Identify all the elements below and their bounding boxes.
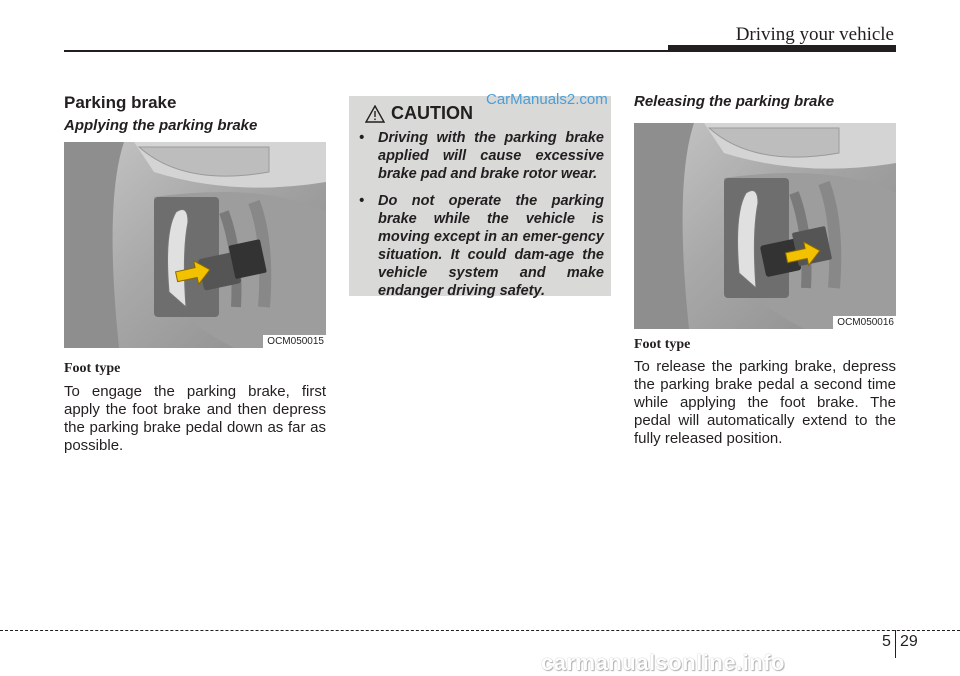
applying-instructions: To engage the parking brake, first apply the foot brake and then depress the parking brake pedal down as far as possible. <box>64 383 326 454</box>
sub-title-applying: Applying the parking brake <box>64 117 258 134</box>
caution-box <box>349 96 611 299</box>
header-rule <box>64 50 670 52</box>
bullet-icon: • <box>359 130 365 146</box>
releasing-instructions: To release the parking brake, depress the parking brake pedal a second time while applying the foot brake. The pedal will automatically extend to the fully released position. <box>634 358 896 447</box>
foot-type-heading: Foot type <box>634 337 691 352</box>
figure-applying-brake <box>64 142 326 348</box>
section-number: 5 <box>882 633 891 650</box>
header-rule-accent <box>668 45 896 52</box>
pedal-illustration <box>634 123 896 329</box>
pedal-illustration <box>64 142 326 348</box>
foot-type-heading: Foot type <box>64 361 121 376</box>
footer-rule <box>0 630 960 631</box>
caution-item <box>359 129 604 183</box>
caution-list <box>359 129 604 309</box>
page-number-separator <box>895 630 896 658</box>
figure-code: OCM050016 <box>833 316 896 329</box>
sub-title-releasing: Releasing the parking brake <box>634 93 835 110</box>
section-title: Parking brake <box>64 93 177 112</box>
warning-triangle-icon <box>365 105 385 123</box>
page-header-title: Driving your vehicle <box>735 24 894 45</box>
page-number: 29 <box>900 633 918 650</box>
caution-item-text: Do not operate the parking brake while the vehicle is moving except in an emer-gency situation. It could dam-age the vehicle system and make endanger driving safety. <box>378 193 604 299</box>
caution-item-text: Driving with the parking brake applied will cause excessive brake pad and brake rotor wear. <box>378 130 604 182</box>
footer-watermark: carmanualsonline.info <box>541 650 785 675</box>
bullet-icon: • <box>359 193 365 209</box>
figure-releasing-brake <box>634 123 896 329</box>
figure-code: OCM050015 <box>263 335 326 348</box>
caution-item <box>359 192 604 300</box>
site-watermark: CarManuals2.com <box>486 91 608 108</box>
caution-header <box>365 103 473 124</box>
caution-title: CAUTION <box>391 103 473 123</box>
